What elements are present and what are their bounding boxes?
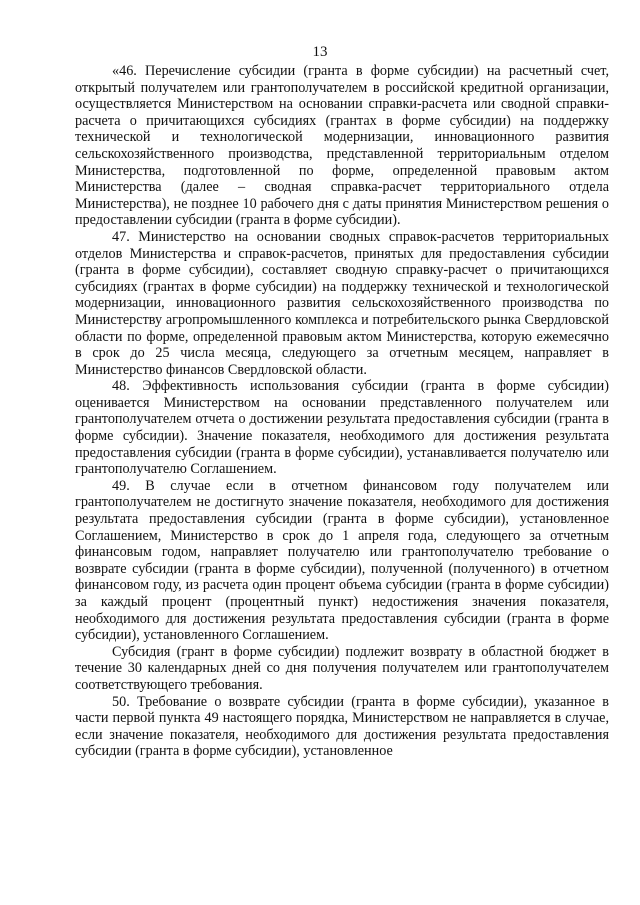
paragraph-49-return-term: Субсидия (грант в форме субсидии) подлежит возврату в областной бюджет в течение 30 календарных дней со дня получения получателем или грантополучателем соответствующего требования.: [75, 643, 609, 693]
document-body: [75, 63, 609, 760]
paragraph-47: 47. Министерство на основании сводных справок-расчетов территориальных отделов Министерства и справок-расчетов, принятых для предоставления субсидии (гранта в форме субсидии), составляет сводную справку-расчет о причитающихся субсидиях (грантах в форме субсидии) на поддержку технической и технологической модернизации, инновационного развития сельскохозяйственного производства по Министерству агропромышленного комплекса и потребительского рынка Свердловской области по форме, определенной правовым актом Министерства, которую ежемесячно в срок до 25 числа месяца, следующего за отчетным месяцем, направляет в Министерство финансов Свердловской области.: [75, 228, 609, 378]
page-number: 13: [312, 44, 328, 60]
paragraph-48: 48. Эффективность использования субсидии (гранта в форме субсидии) оценивается Министерством на основании представленного получателем или грантополучателем отчета о достижении результата предоставления субсидии (гранта в форме субсидии). Значение показателя, необходимого для достижения результата предоставления субсидии (гранта в форме субсидии), устанавливается получателю или грантополучателю Соглашением.: [75, 378, 609, 478]
paragraph-50: 50. Требование о возврате субсидии (гранта в форме субсидии), указанное в части первой пункта 49 настоящего порядка, Министерством не направляется в случае, если значение показателя, необходимого для достижения результата предоставления субсидии (гранта в форме субсидии), установленное: [75, 693, 609, 760]
paragraph-46: «46. Перечисление субсидии (гранта в форме субсидии) на расчетный счет, открытый получателем или грантополучателем в российской кредитной организации, осуществляется Министерством на основании справки-расчета или сводной справки-расчета о причитающихся субсидиях (грантах в форме субсидии) на поддержку технической и технологической модернизации, инновационного развития сельскохозяйственного производства, представленной территориальным отделом Министерства, подготовленной по форме, определенной правовым актом Министерства (далее – сводная справка-расчет территориального отдела Министерства), не позднее 10 рабочего дня с даты принятия Министерством решения о предоставлении субсидии (гранта в форме субсидии).: [75, 63, 609, 229]
paragraph-49: 49. В случае если в отчетном финансовом году получателем или грантополучателем не достигнуто значение показателя, необходимого для достижения результата предоставления субсидии (гранта в форме субсидии), установленное Соглашением, Министерство в срок до 1 апреля года, следующего за отчетным финансовым годом, направляет получателю или грантополучателю требование о возврате субсидии (гранта в форме субсидии), полученной (полученного) в отчетном финансовом году, из расчета один процент объема субсидии (гранта в форме субсидии) за каждый процент (процентный пункт) недостижения значения показателя, необходимого для достижения результата предоставления субсидии (гранта в форме субсидии), установленного Соглашением.: [75, 477, 609, 644]
